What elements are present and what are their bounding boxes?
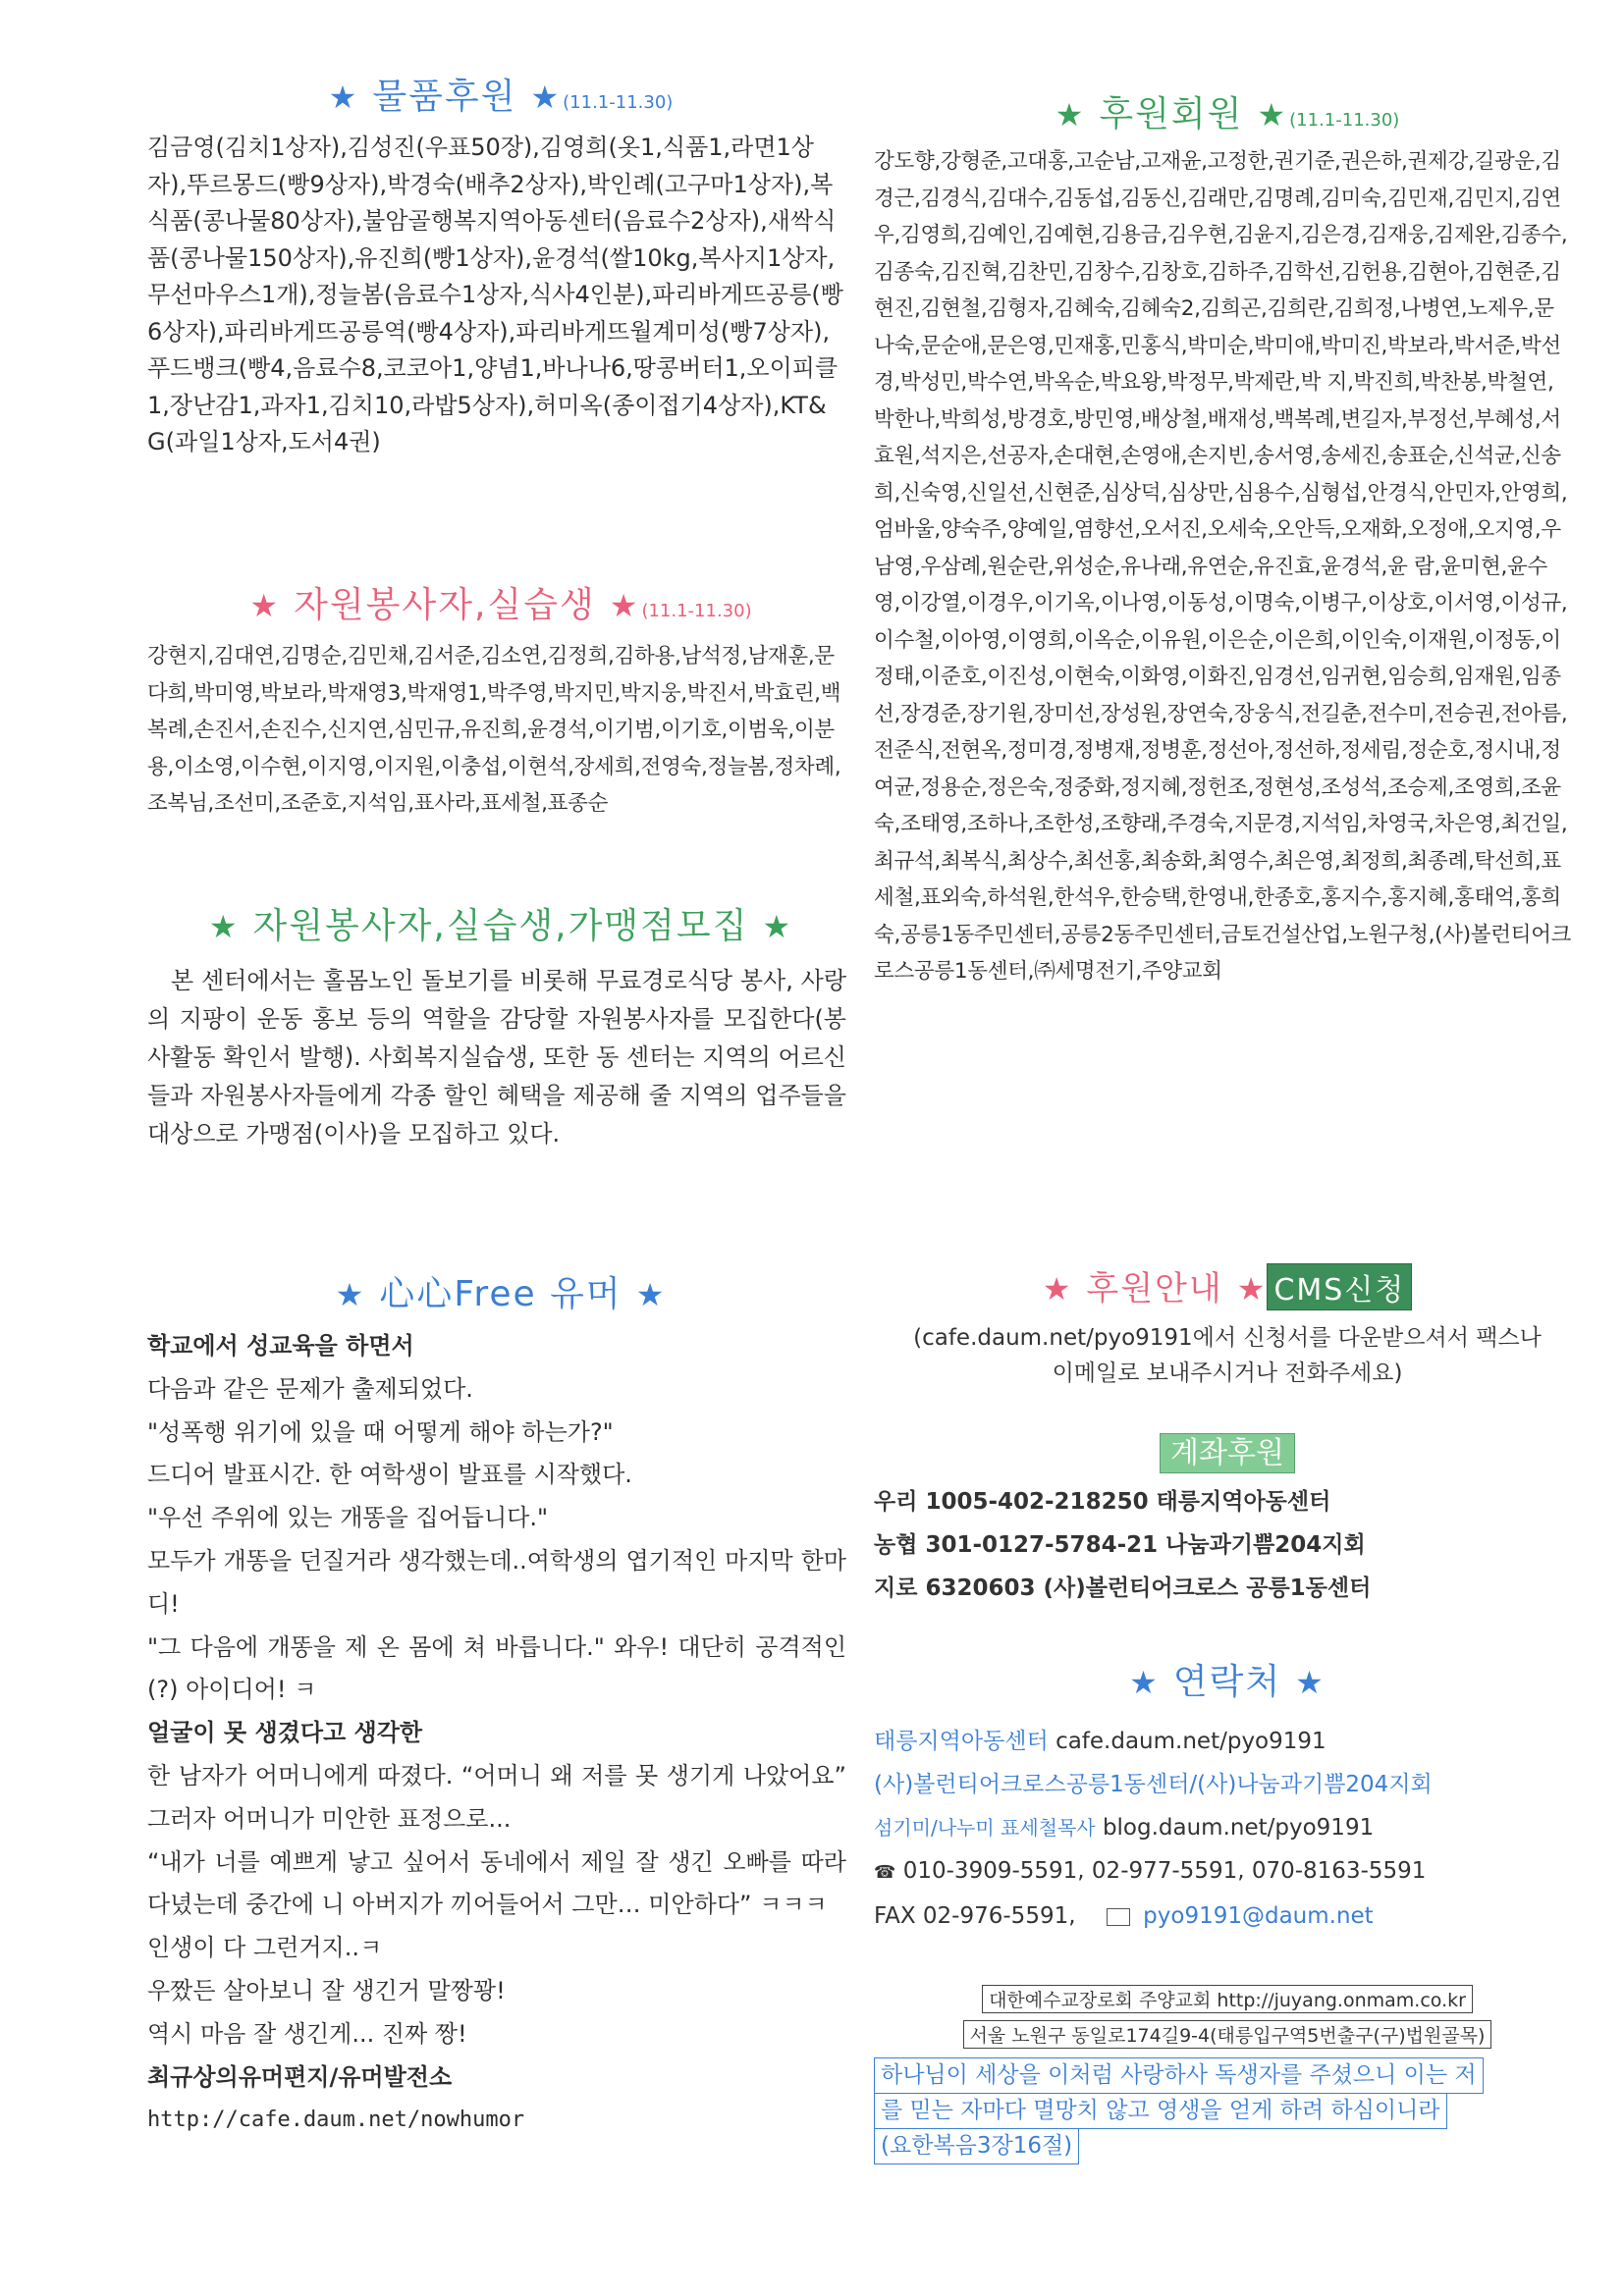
star-icon: ★ xyxy=(1055,96,1086,133)
star-icon: ★ xyxy=(635,1276,667,1313)
address-box: 서울 노원구 동일로174길9-4(태릉입구역5번출구(구)법원골목) xyxy=(963,2020,1492,2049)
account-title-wrap xyxy=(874,1428,1581,1471)
humor-line: 모두가 개똥을 던질거라 생각했는데..여학생의 엽기적인 마지막 한마디! xyxy=(147,1546,846,1618)
humor-title: ★ 心心Free 유머 ★ xyxy=(335,1274,667,1314)
humor-line: 최규상의유머편지/유머발전소 xyxy=(147,2062,453,2091)
humor-line: 학교에서 성교육을 하면서 xyxy=(147,1332,414,1360)
verse-block xyxy=(874,2057,1581,2163)
star-icon: ★ xyxy=(335,1276,366,1313)
account-item: 지로 6320603 (사)볼런티어크로스 공릉1동센터 xyxy=(874,1575,1372,1601)
star-icon: ★ xyxy=(208,908,240,945)
account-title: 계좌후원 xyxy=(1160,1433,1295,1473)
goods-title: ★ 물품후원 ★ (11.1-11.30) xyxy=(328,77,674,117)
members-title: ★ 후원회원 ★ (11.1-11.30) xyxy=(1055,94,1400,134)
humor-line: "우선 주위에 있는 개똥을 집어듭니다." xyxy=(147,1504,548,1532)
humor-line: 역시 마음 잘 생긴게... 진짜 짱! xyxy=(147,2019,467,2048)
verse-line: 를 믿는 자마다 멸망치 않고 영생을 얻게 하려 하심이니라 xyxy=(874,2093,1447,2129)
members-list: 강도향,강형준,고대홍,고순남,고재윤,고정한,권기준,권은하,권제강,길광운,김경근,김경식,김대수,김동섭,김동신,김래만,김명례,김미숙,김민재,김민지,김연우,김영희,김예인,김예현,김용금,김우현,김윤지,김은경,김재웅,김제완,김종수,김종숙,김진혁,김찬민,김창수,김창호,김하주,김학선,김헌용,김현아,김현준,김현진,김현철,김형자,김혜숙,김혜숙2,김희곤,김희란,김희정,나병연,노제우,문나숙,문순애,문은영,민재홍,민홍식,박미순,박미애,박미진,박보라,박서준,박선경,박성민,박수연,박옥순,박요왕,박정무,박제란,박 지,박진희,박찬봉,박철연,박한나,박희성,방경호,방민영,배상철,배재성,백복례,변길자,부정선,부혜성,서효원,석지은,선공자,손대현,손영애,손지빈,송서영,송세진,송표순,신석균,신송희,신숙영,신일선,신현준,심상덕,심상만,심용수,심형섭,안경식,안민자,안영희,엄바울,양숙주,양예일,염향선,오서진,오세숙,오안득,오재화,오정애,오지영,우남영,우삼례,원순란,위성순,유나래,유연순,유진효,윤경석,윤 람,윤미현,윤수영,이강열,이경우,이기옥,이나영,이동성,이명숙,이병구,이상호,이서영,이성규,이수철,이아영,이영희,이옥순,이유원,이은순,이은희,이인숙,이재원,이정동,이정태,이준호,이진성,이현숙,이화영,이화진,임경선,임귀현,임승희,임재원,임종선,장경준,장기원,장미선,장성원,장연숙,장웅식,전길춘,전수미,전승권,전아름,전준식,전현옥,정미경,정병재,정병훈,정선아,정선하,정세림,정순호,정시내,정여균,정용순,정은숙,정중화,정지혜,정헌조,정현성,조성석,조승제,조영희,조윤숙,조태영,조하나,조한성,조향래,주경숙,지문경,지석임,차영국,차은영,최건일,최규석,최복식,최상수,최선홍,최송화,최영수,최은영,최정희,최종례,탁선희,표세철,표외숙,하석원,한석우,한승택,한영내,한종호,홍지수,홍지혜,홍태억,홍희숙,공릉1동주민센터,공릉2동주민센터,금토건설산업,노원구청,(사)볼런티어크로스공릉1동센터,㈜세명전기,주양교회 xyxy=(874,149,1572,984)
star-icon: ★ xyxy=(1042,1270,1073,1308)
volunteers-title: ★ 자원봉사자,실습생 ★ (11.1-11.30) xyxy=(249,585,752,625)
contact-title: ★ 연락처 ★ xyxy=(1129,1662,1326,1702)
star-icon: ★ xyxy=(530,79,562,116)
cms-badge[interactable]: CMS신청 xyxy=(1267,1263,1412,1310)
star-icon: ★ xyxy=(249,587,281,624)
humor-line: 얼굴이 못 생겼다고 생각한 xyxy=(147,1719,423,1747)
guide-text: (cafe.daum.net/pyo9191에서 신청서를 다운받으셔서 팩스나 이메일로 보내주시거나 전화주세요) xyxy=(913,1325,1542,1386)
humor-line: "그 다음에 개똥을 제 온 몸에 쳐 바릅니다." 와우! 대단히 공격적인(?) 아이디어! ㅋ xyxy=(147,1632,846,1704)
humor-line: 다음과 같은 문제가 출제되었다. xyxy=(147,1374,473,1403)
account-item: 농협 301-0127-5784-21 나눔과기쁨204지회 xyxy=(874,1532,1366,1558)
volunteers-list: 강현지,김대연,김명순,김민채,김서준,김소연,김정희,김하용,남석정,남재훈,문다희,박미영,박보라,박재영3,박재영1,박주영,박지민,박지웅,박진서,박효린,백복례,손진서,손진수,신지연,심민규,유진희,윤경석,이기범,이기호,이범욱,이분용,이소영,이수현,이지영,이지원,이충섭,이현석,장세희,전영숙,정늘봄,정차례,조복님,조선미,조준호,지석임,표사라,표세철,표종순 xyxy=(147,644,841,816)
mail-icon xyxy=(1107,1908,1130,1926)
account-list xyxy=(874,1480,1581,1610)
humor-url[interactable]: http://cafe.daum.net/nowhumor xyxy=(147,2108,525,2133)
account-item: 우리 1005-402-218250 태릉지역아동센터 xyxy=(874,1489,1331,1515)
humor-body xyxy=(147,1325,846,2142)
church-box: 대한예수교장로회 주양교회 http://juyang.onmam.co.kr xyxy=(982,1985,1473,2013)
star-icon: ★ xyxy=(1257,96,1288,133)
star-icon: ★ xyxy=(609,587,640,624)
address-box-wrap xyxy=(874,2020,1581,2049)
recruit-title: ★ 자원봉사자,실습생,가맹점모집 ★ xyxy=(208,906,793,946)
humor-line: 한 남자가 어머니에게 따졌다. “어머니 왜 저를 못 생기게 나았어요” 그러자 어머니가 미안한 표정으로... xyxy=(147,1761,846,1833)
star-icon: ★ xyxy=(1236,1270,1268,1308)
humor-line: 인생이 다 그런거지..ㅋ xyxy=(147,1934,383,1962)
recruit-text: 본 센터에서는 홀몸노인 돌보기를 비롯해 무료경로식당 봉사, 사랑의 지팡이 운동 홍보 등의 역할을 감당할 자원봉사자를 모집한다(봉사활동 확인서 발행). 사회복지실습생, 또한 동 센터는 지역의 어르신들과 자원봉사자들에게 각종 할인 혜택을 제공해 줄 지역의 업주들을 대상으로 가맹점(이사)을 모집하고 있다. xyxy=(147,967,846,1148)
church-box-wrap xyxy=(874,1985,1581,2013)
star-icon: ★ xyxy=(1295,1664,1326,1701)
humor-line: "성폭행 위기에 있을 때 어떻게 해야 하는가?" xyxy=(147,1417,614,1446)
star-icon: ★ xyxy=(328,79,359,116)
phone-line: ☎ 010-3909-5591, 02-977-5591, 070-8163-5591 xyxy=(874,1858,1427,1884)
orgs-line: (사)볼런티어크로스공릉1동센터/(사)나눔과기쁨204지회 xyxy=(874,1772,1433,1797)
goods-list: 김금영(김치1상자),김성진(우표50장),김영희(옷1,식품1,라면1상자),뚜르몽드(빵9상자),박경숙(배추2상자),박인례(고구마1상자),복식품(콩나물80상자),불암골행복지역아동센터(음료수2상자),새싹식품(콩나물150상자),유진희(빵1상자),윤경석(쌀10kg,복사지1상자,무선마우스1개),정늘봄(음료수1상자,식사4인분),파리바게뜨공릉(빵6상자),파리바게뜨공릉역(빵4상자),파리바게뜨월계미성(빵7상자),푸드뱅크(빵4,음료수8,코코아1,양념1,바나나6,땅콩버터1,오이피클1,장난감1,과자1,김치10,라밥5상자),허미옥(종이접기4상자),KT&G(과일1상자,도서4권) xyxy=(147,133,843,455)
phone-icon: ☎ xyxy=(874,1862,896,1883)
contact-info xyxy=(874,1720,1581,1938)
verse-line: (요한복음3장16절) xyxy=(874,2128,1079,2164)
star-icon: ★ xyxy=(762,908,793,945)
guide-title: ★ 후원안내 ★ CMS신청 xyxy=(874,1261,1581,1310)
fax-line: FAX 02-976-5591, pyo9191@daum.net xyxy=(874,1903,1374,1929)
pastor-line: 섬기미/나누미 표세철목사 blog.daum.net/pyo9191 xyxy=(874,1815,1375,1841)
humor-line: “내가 너를 예쁘게 낳고 싶어서 동네에서 제일 잘 생긴 오빠를 따라 다녔는데 중간에 니 아버지가 끼어들어서 그만… 미안하다” ㅋㅋㅋ xyxy=(147,1847,846,1919)
verse-line: 하나님이 세상을 이처럼 사랑하사 독생자를 주셨으니 이는 저 xyxy=(874,2057,1484,2094)
star-icon: ★ xyxy=(1129,1664,1160,1701)
humor-line: 우짰든 살아보니 잘 생긴거 말짱꽝! xyxy=(147,1976,506,2004)
humor-line: 드디어 발표시간. 한 여학생이 발표를 시작했다. xyxy=(147,1461,632,1489)
center-line: 태릉지역아동센터 cafe.daum.net/pyo9191 xyxy=(874,1729,1326,1754)
